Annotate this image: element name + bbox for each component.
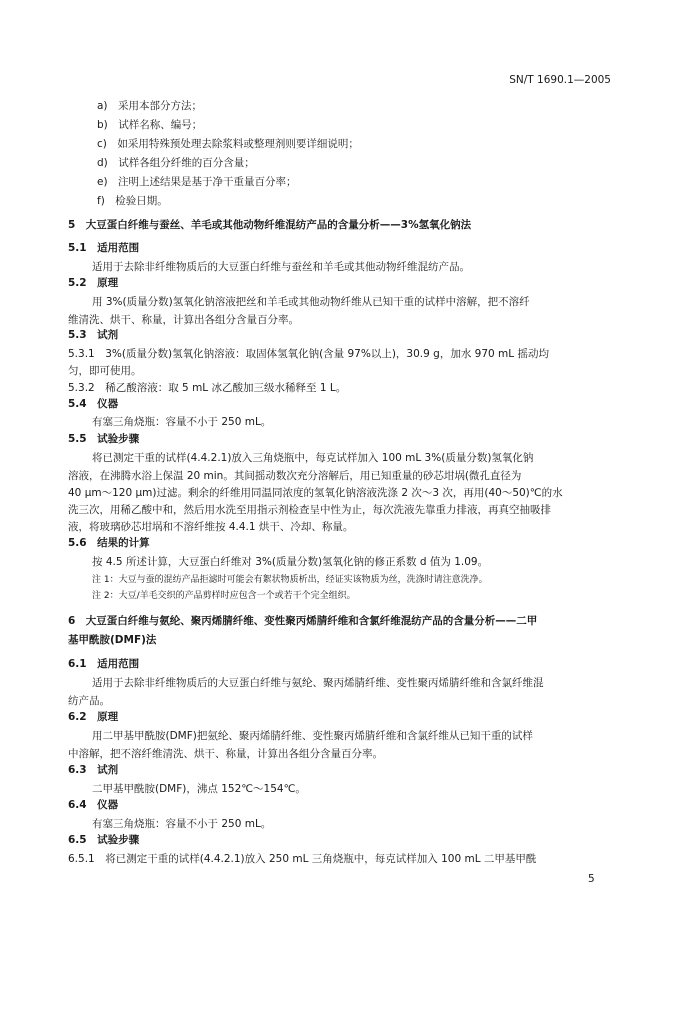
paragraph: 液，将玻璃砂芯坩埚和不溶纤维按 4.4.1 烘干、冷却、称量。 <box>68 521 354 533</box>
section-5-title: 5 大豆蛋白纤维与蚕丝、羊毛或其他动物纤维混纺产品的含量分析——3%氢氧化钠法 <box>68 219 472 231</box>
paragraph: 用二甲基甲酰胺(DMF)把氨纶、聚丙烯腈纤维、变性聚丙烯腈纤维和含氯纤维从已知干重的试样 <box>92 730 533 742</box>
paragraph: 维清洗、烘干、称量，计算出各组分含量百分率。 <box>68 314 299 326</box>
list-item: d) 试样各组分纤维的百分含量； <box>97 157 255 169</box>
section-heading: 6.2 原理 <box>68 711 119 723</box>
section-heading: 6.3 试剂 <box>68 764 119 776</box>
paragraph: 二甲基甲酰胺(DMF)，沸点 152℃～154℃。 <box>92 783 306 795</box>
section-heading: 6.1 适用范围 <box>68 658 140 670</box>
paragraph: 适用于去除非纤维物质后的大豆蛋白纤维与蚕丝和羊毛或其他动物纤维混纺产品。 <box>92 261 470 273</box>
section-heading: 5.1 适用范围 <box>68 242 140 254</box>
section-heading: 5.3 试剂 <box>68 329 119 341</box>
paragraph: 按 4.5 所述计算，大豆蛋白纤维对 3%(质量分数)氢氧化钠的修正系数 d 值为 1.09。 <box>92 556 489 568</box>
paragraph: 洗三次，用稀乙酸中和，然后用水洗至用指示剂检查呈中性为止，每次洗液先靠重力排液，再真空抽吸排 <box>68 504 551 516</box>
section-heading: 5.6 结果的计算 <box>68 537 150 549</box>
list-item: b) 试样名称、编号； <box>97 119 203 131</box>
paragraph: 有塞三角烧瓶：容量不小于 250 mL。 <box>92 818 272 830</box>
page-number: 5 <box>588 873 595 885</box>
list-item: a) 采用本部分方法； <box>97 100 203 112</box>
section-6-title: 基甲酰胺(DMF)法 <box>68 634 157 646</box>
section-heading: 6.4 仪器 <box>68 799 119 811</box>
section-heading: 5.2 原理 <box>68 277 119 289</box>
note: 注 2：大豆/羊毛交织的产品剪样时应包含一个或若干个完全组织。 <box>92 591 356 601</box>
paragraph: 将已测定干重的试样(4.4.2.1)放入三角烧瓶中，每克试样加入 100 mL 3%(质量分数)氢氧化钠 <box>92 452 534 464</box>
paragraph: 用 3%(质量分数)氢氧化钠溶液把丝和羊毛或其他动物纤维从已知干重的试样中溶解，把不溶纤 <box>92 296 530 308</box>
paragraph: 40 μm～120 μm)过滤。剩余的纤维用同温同浓度的氢氧化钠溶液洗涤 2 次～3 次，再用(40～50)℃的水 <box>68 487 563 499</box>
section-heading: 5.4 仪器 <box>68 398 119 410</box>
list-item: c) 如采用特殊预处理去除浆料或整理剂则要详细说明； <box>97 138 359 150</box>
doc-code: SN/T 1690.1—2005 <box>509 74 611 86</box>
list-item: e) 注明上述结果是基于净干重量百分率； <box>97 176 297 188</box>
note: 注 1：大豆与蚕的混纺产品拒滤时可能会有絮状物质析出，经证实该物质为丝，洗涤时请注意洗净。 <box>92 575 488 585</box>
section-heading: 6.5 试验步骤 <box>68 834 140 846</box>
paragraph: 5.3.2 稀乙酸溶液：取 5 mL 冰乙酸加三级水稀释至 1 L。 <box>68 382 347 394</box>
paragraph: 中溶解，把不溶纤维清洗、烘干、称量，计算出各组分含量百分率。 <box>68 748 383 760</box>
paragraph: 适用于去除非纤维物质后的大豆蛋白纤维与氨纶、聚丙烯腈纤维、变性聚丙烯腈纤维和含氯纤维混 <box>92 677 544 689</box>
paragraph: 有塞三角烧瓶：容量不小于 250 mL。 <box>92 416 272 428</box>
paragraph: 溶液，在沸腾水浴上保温 20 min。其间摇动数次充分溶解后，用已知重量的砂芯坩埚(微孔直径为 <box>68 470 522 482</box>
paragraph: 匀，即可使用。 <box>68 365 142 377</box>
section-heading: 5.5 试验步骤 <box>68 433 140 445</box>
list-item: f) 检验日期。 <box>97 195 168 207</box>
paragraph: 6.5.1 将已测定干重的试样(4.4.2.1)放入 250 mL 三角烧瓶中，每克试样加入 100 mL 二甲基甲酰 <box>68 853 537 865</box>
section-6-title: 6 大豆蛋白纤维与氨纶、聚丙烯腈纤维、变性聚丙烯腈纤维和含氯纤维混纺产品的含量分析——二甲 <box>68 615 538 627</box>
paragraph: 纺产品。 <box>68 695 110 707</box>
paragraph: 5.3.1 3%(质量分数)氢氧化钠溶液：取固体氢氧化钠(含量 97%以上)，30.9 g，加水 970 mL 摇动均 <box>68 348 549 360</box>
